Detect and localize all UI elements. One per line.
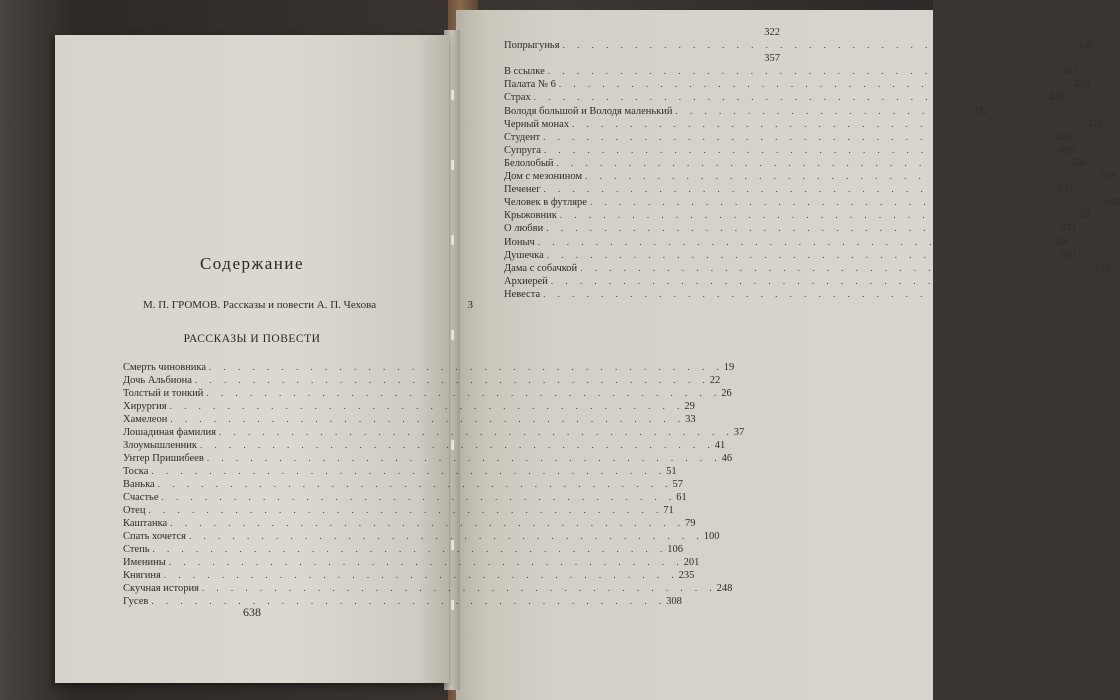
leader-dots: . . . . . . . . . . . . . . . . . . . . . . . . . . . . . . . . . . . . xyxy=(580,262,1095,273)
leader-dots: . . . . . . . . . . . . . . . . . . . . . . . . . . . . . . . . . . . . xyxy=(157,479,673,489)
leader-dots: . . . . . . . . . . . . . . . . . . . . . . . . . . . . . . . . . . . . xyxy=(556,157,1072,168)
toc-entry: Спать хочется . . . . . . . . . . . . . . . . . . . . . . . . . . . . . . . . . . . . 100 xyxy=(123,531,720,542)
toc-entry: Печенег . . . . . . . . . . . . . . . . . . . . . . . . . . . . . . . . . . . . 531 xyxy=(504,184,1075,196)
toc-entry: Хамелеон . . . . . . . . . . . . . . . . . . . . . . . . . . . . . . . . . . . . 33 xyxy=(123,414,696,425)
leader-dots: . . . . . . . . . . . . . . . . . . . . . . . . . . . . . . . . . . . . xyxy=(543,144,1059,155)
leader-dots: . . . . . . . . . . . . . . . . . . . . . xyxy=(675,105,973,116)
leader-dots: . . . . . . . . . . . . . . . . . . . . . . . . . . . . . . . . . . . . xyxy=(546,249,1062,260)
leader-dots: . . . . . . . . . . . . . . . . . . . . . . . . . . . . . . . . . . . . xyxy=(199,440,715,450)
leader-dots: . . . . . . . . . . . . . . . . . . . . . . . . . . . . . . . . . . . . xyxy=(218,427,734,437)
toc-entry: Унтер Пришибеев . . . . . . . . . . . . . . . . . . . . . . . . . . . . . . . . . . . . 46 xyxy=(123,453,733,464)
intro-page: 3 xyxy=(467,299,473,311)
toc-entry: Отец . . . . . . . . . . . . . . . . . . . . . . . . . . . . . . . . . . . . 71 xyxy=(123,505,674,516)
left-toc-list xyxy=(123,361,745,608)
toc-entry: Ионыч . . . . . . . . . . . . . . . . . . . . . . . . . . . . . . . . . . . . 584 xyxy=(504,236,1069,248)
leader-dots: . . . . . . . . . . . . . . . . . . . . . . . . . . . . . . . . . . . . xyxy=(151,466,667,476)
leader-dots: . . . . . . . . . . . . . . . . . . . . . . . . . . . . . . . . . . . . xyxy=(547,66,1063,77)
leader-dots: . . . . . . . . . . . . . . . . . . . . . . . . . . . . . . . . . . . . xyxy=(546,223,1061,234)
toc-entry: Супруга . . . . . . . . . . . . . . . . . . . . . . . . . . . . . . . . . . . . 489 xyxy=(504,144,1075,156)
leader-dots: . . . . . . . . . . . . . . . . . . . . . . . . . . . . . . . . . . . . xyxy=(148,505,664,515)
toc-entry: Попрыгунья . . . . . . . . . . . . . . . . . . . . . . . . . . . . . . . . . . . . 348 xyxy=(504,40,1094,52)
toc-entry: Счастье . . . . . . . . . . . . . . . . . . . . . . . . . . . . . . . . . . . . 61 xyxy=(123,492,687,503)
leader-dots: . . . . . . . . . . . . . . . . . . . . . . . . . . . . . . . . . . . . xyxy=(151,596,667,606)
leader-dots: . . . . . . . . . . . . . . . . . . . . . . . . . . . . . . . . . . . . xyxy=(543,184,1059,195)
toc-entry: Дама с собачкой . . . . . . . . . . . . . . . . . . . . . . . . . . . . . . . . . . . . 618 xyxy=(504,262,1111,274)
toc-entry: Гусев . . . . . . . . . . . . . . . . . . . . . . . . . . . . . . . . . . . . 308 xyxy=(123,596,682,607)
toc-entry: Крыжовник . . . . . . . . . . . . . . . . . . . . . . . . . . . . . . . . . . . . 552 xyxy=(504,210,1091,222)
toc-entry: Именины . . . . . . . . . . . . . . . . . . . . . . . . . . . . . . . . . . . . 201 xyxy=(123,557,700,568)
leader-dots: . . . . . . . . . . . . . . . . . . . . . . . . . . . . . . . . . . . . xyxy=(543,131,1058,142)
page-number: 638 xyxy=(243,605,261,619)
leader-dots: . . . . . . . . . . . . . . . . . . . . . . . . . . . . . . . . . . . . xyxy=(170,518,685,528)
toc-entry: Архиерей . . . . . . . . . . . . . . . . . . . . . . . . . . . . . . . . . . . . xyxy=(504,275,1066,287)
toc-entry: Княгиня . . . . . . . . . . . . . . . . . . . . . . . . . . . . . . . . . . . . 235 xyxy=(123,570,695,581)
toc-entry: Каштанка . . . . . . . . . . . . . . . . . . . . . . . . . . . . . . . . . . . . 79 xyxy=(123,518,696,529)
leader-dots: . . . . . . . . . . . . . . . . . . . . . . . . . . . . . . . . . . . . xyxy=(169,401,685,411)
intro-entry xyxy=(143,299,473,311)
toc-entry: Толстый и тонкий . . . . . . . . . . . . . . . . . . . . . . . . . . . . . . . . . . . . 26 xyxy=(123,388,732,399)
toc-entry: Степь . . . . . . . . . . . . . . . . . . . . . . . . . . . . . . . . . . . . 106 xyxy=(123,544,684,555)
leader-dots: . . . . . . . . . . . . . . . . . . . . . . . . . . . . . . . . . . . . xyxy=(209,362,724,372)
section-heading: РАССКАЗЫ И ПОВЕСТИ xyxy=(183,333,321,345)
leader-dots: . . . . . . . . . . . . . . . . . . . . . . . . . . . . . . . . . . . . xyxy=(206,388,722,398)
leader-dots: . . . . . . . . . . . . . . . . . . . . . . . . . . . . . . . . . . . . xyxy=(550,275,1066,286)
leader-dots: . . . . . . . . . . . . . . . . . . . . . . . . . . . . . . . . . . . . xyxy=(558,79,1074,90)
leader-dots: . . . . . . . . . . . . . . . . . . . . . . . . . . . . . . . . . . . . xyxy=(543,288,1058,299)
toc-entry: 357 xyxy=(764,53,780,65)
toc-entry: Володя большой и Володя маленький . . . . . . . . . . . . . . . . . . . . . 472 xyxy=(504,105,989,117)
leader-dots: . . . . . . . . . . . . . . . . . . . . . . . . . . . . . . . . . . . . xyxy=(201,583,717,593)
leader-dots: . . . . . . . . . . . . . . . . . . . . . . . . . . . . . . . . . . . . xyxy=(189,531,704,541)
leader-dots: . . . . . . . . . . . . . . . . . . . . . . . . . . . . . . . . . . . . xyxy=(152,544,668,554)
left-page xyxy=(55,35,745,683)
toc-entry: О любви . . . . . . . . . . . . . . . . . . . . . . . . . . . . . . . . . . . . 571 xyxy=(504,223,1077,235)
toc-entry: Палата № 6 . . . . . . . . . . . . . . . . . . . . . . . . . . . . . . . . . . . . 426 xyxy=(504,79,1090,91)
toc-entry: Скучная история . . . . . . . . . . . . . . . . . . . . . . . . . . . . . . . . . . . . 248 xyxy=(123,583,733,594)
toc-entry: Душечка . . . . . . . . . . . . . . . . . . . . . . . . . . . . . . . . . . . . 601 xyxy=(504,249,1078,261)
leader-dots: . . . . . . . . . . . . . . . . . . . . . . . . . . . . . . . . . . . . xyxy=(170,414,686,424)
leader-dots: . . . . . . . . . . . . . . . . . . . . . . . . . . . . . . . . . . . . xyxy=(585,171,1100,182)
toc-entry: В ссылке . . . . . . . . . . . . . . . . . . . . . . . . . . . . . . . . . . . . 413 xyxy=(504,66,1079,78)
toc-entry: Хирургия . . . . . . . . . . . . . . . . . . . . . . . . . . . . . . . . . . . . 29 xyxy=(123,401,695,412)
contents-title: Содержание xyxy=(199,254,305,273)
toc-entry: Студент . . . . . . . . . . . . . . . . . . . . . . . . . . . . . . . . . . . . 483 xyxy=(504,131,1074,143)
leader-dots: . . . . . . . . . . . . . . . . . . . . . . . . . . . . . . . . . . . . xyxy=(537,236,1053,247)
right-toc-list xyxy=(504,26,1120,301)
leader-dots: . . . . . . . . . . . . . . . . . . . . . . . . . . . . . . . . . . . . xyxy=(562,40,1078,51)
toc-entry: Ванька . . . . . . . . . . . . . . . . . . . . . . . . . . . . . . . . . . . . 57 xyxy=(123,479,683,490)
leader-dots: . . . . . . . . . . . . . . . . . . . . . . . . . . . . . . . . . . . . xyxy=(194,375,710,385)
leader-dots: . . . . . . . . . . . . . . . . . . . . . . . . . . . . . . . . . . . . xyxy=(589,197,1105,208)
toc-entry: Дочь Альбиона . . . . . . . . . . . . . . . . . . . . . . . . . . . . . . . . . . . . 22 xyxy=(123,375,721,386)
leader-dots: . . . . . . . . . . . . . . . . . . . . . . . . . . . . . . . . . . . . xyxy=(572,118,1087,129)
toc-entry: Белолобый . . . . . . . . . . . . . . . . . . . . . . . . . . . . . . . . . . . . 508 xyxy=(504,157,1088,169)
toc-entry: Смерть чиновника . . . . . . . . . . . . . . . . . . . . . . . . . . . . . . . . . . . . 19 xyxy=(123,362,735,373)
leader-dots: . . . . . . . . . . . . . . . . . . . . . . . . . . . . . . . . . . . . xyxy=(559,210,1075,221)
binding-stitch xyxy=(451,90,454,100)
leader-dots: . . . . . . . . . . . . . . . . . . . . . . . . . . . . . . . . . . . . xyxy=(533,92,1049,103)
toc-entry: Дом с мезонином . . . . . . . . . . . . . . . . . . . . . . . . . . . . . . . . . . . . 518 xyxy=(504,171,1116,183)
leader-dots: . . . . . . . . . . . . . . . . . . . . . . . . . . . . . . . . . . . . xyxy=(161,492,677,502)
toc-entry: Страх . . . . . . . . . . . . . . . . . . . . . . . . . . . . . . . . . . . . 439 xyxy=(504,92,1065,104)
toc-entry: Человек в футляре . . . . . . . . . . . . . . . . . . . . . . . . . . . . . . . . . . . . 542 xyxy=(504,197,1120,209)
binding-stitch xyxy=(451,235,454,245)
intro-title: М. П. ГРОМОВ. Рассказы и повести А. П. Чехова xyxy=(143,299,377,311)
toc-entry: Тоска . . . . . . . . . . . . . . . . . . . . . . . . . . . . . . . . . . . . 51 xyxy=(123,466,677,477)
binding-stitch xyxy=(451,330,454,340)
leader-dots: . . . . . . . . . . . . . . . . . . . . . . . . . . . . . . . . . . . . xyxy=(163,570,679,580)
leader-dots: . . . . . . . . . . . . . . . . . . . . . . . . . . . . . . . . . . . . xyxy=(168,557,684,567)
toc-entry: Черный монах . . . . . . . . . . . . . . . . . . . . . . . . . . . . . . . . . . . . 476 xyxy=(504,118,1103,130)
leader-dots: . . . . . . . . . . . . . . . . . . . . . . . . . . . . . . . . . . . . xyxy=(206,453,722,463)
toc-entry: Невеста . . . . . . . . . . . . . . . . . . . . . . . . . . . . . . . . . . . . xyxy=(504,288,1058,300)
toc-entry: Лошадиная фамилия . . . . . . . . . . . . . . . . . . . . . . . . . . . . . . . . . . . . 37 xyxy=(123,427,745,438)
binding-stitch xyxy=(451,160,454,170)
toc-entry: 322 xyxy=(764,27,780,38)
toc-entry: Злоумышленник . . . . . . . . . . . . . . . . . . . . . . . . . . . . . . . . . . . . 41 xyxy=(123,440,726,451)
